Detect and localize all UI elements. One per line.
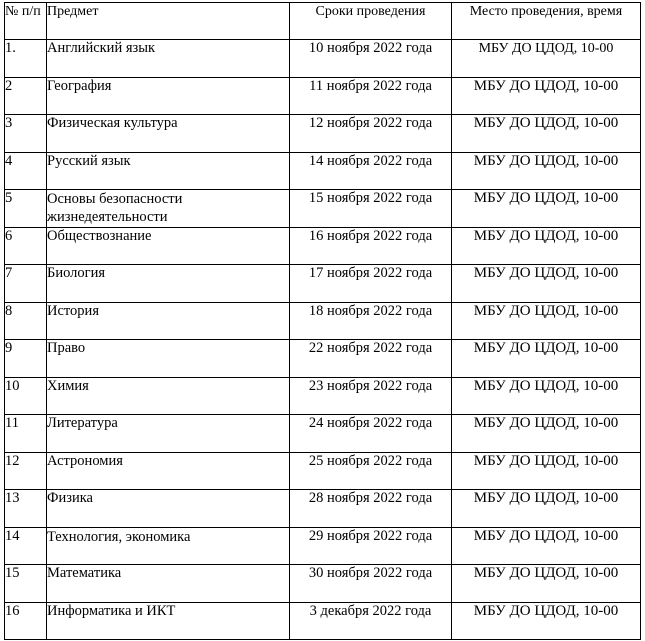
row-subject: Математика bbox=[47, 565, 290, 603]
row-subject: Химия bbox=[47, 377, 290, 415]
row-place: МБУ ДО ЦДОД, 10-00 bbox=[452, 490, 641, 528]
table-row bbox=[5, 377, 641, 415]
row-date: 23 ноября 2022 года bbox=[290, 377, 452, 415]
header-place: Место проведения, время bbox=[452, 3, 641, 40]
row-number: 14 bbox=[5, 527, 47, 565]
row-place: МБУ ДО ЦДОД, 10-00 bbox=[452, 190, 641, 228]
row-date: 18 ноября 2022 года bbox=[290, 302, 452, 340]
row-date: 10 ноября 2022 года bbox=[290, 40, 452, 78]
row-subject: Право bbox=[47, 340, 290, 378]
row-number: 10 bbox=[5, 377, 47, 415]
row-subject: Обществознание bbox=[47, 227, 290, 265]
row-subject: Астрономия bbox=[47, 452, 290, 490]
row-number: 15 bbox=[5, 565, 47, 603]
table-row bbox=[5, 77, 641, 115]
row-date: 11 ноября 2022 года bbox=[290, 77, 452, 115]
row-number: 2 bbox=[5, 77, 47, 115]
table-row bbox=[5, 302, 641, 340]
row-date: 3 декабря 2022 года bbox=[290, 602, 452, 640]
table-row bbox=[5, 152, 641, 190]
row-date: 15 ноября 2022 года bbox=[290, 190, 452, 228]
row-subject: Биология bbox=[47, 265, 290, 303]
header-row bbox=[5, 3, 641, 40]
row-place: МБУ ДО ЦДОД, 10-00 bbox=[452, 340, 641, 378]
row-subject: Технология, экономика bbox=[47, 527, 290, 565]
table-row bbox=[5, 490, 641, 528]
row-place: МБУ ДО ЦДОД, 10-00 bbox=[452, 265, 641, 303]
schedule-table bbox=[4, 2, 641, 640]
row-date: 29 ноября 2022 года bbox=[290, 527, 452, 565]
table-row bbox=[5, 452, 641, 490]
row-number: 6 bbox=[5, 227, 47, 265]
header-num: № п/п bbox=[5, 3, 47, 40]
table-row bbox=[5, 265, 641, 303]
row-date: 28 ноября 2022 года bbox=[290, 490, 452, 528]
row-date: 25 ноября 2022 года bbox=[290, 452, 452, 490]
row-place: МБУ ДО ЦДОД, 10-00 bbox=[452, 602, 641, 640]
table-row bbox=[5, 565, 641, 603]
row-subject: Основы безопасности жизнедеятельности bbox=[47, 190, 290, 228]
row-place: МБУ ДО ЦДОД, 10-00 bbox=[452, 115, 641, 153]
row-number: 12 bbox=[5, 452, 47, 490]
row-subject: Литература bbox=[47, 415, 290, 453]
table-body bbox=[5, 40, 641, 640]
row-place: МБУ ДО ЦДОД, 10-00 bbox=[452, 302, 641, 340]
row-place: МБУ ДО ЦДОД, 10-00 bbox=[452, 565, 641, 603]
row-number: 1. bbox=[5, 40, 47, 78]
row-number: 11 bbox=[5, 415, 47, 453]
row-place: МБУ ДО ЦДОД, 10-00 bbox=[452, 527, 641, 565]
row-subject: Английский язык bbox=[47, 40, 290, 78]
row-date: 22 ноября 2022 года bbox=[290, 340, 452, 378]
row-subject: Физика bbox=[47, 490, 290, 528]
row-place: МБУ ДО ЦДОД, 10-00 bbox=[452, 152, 641, 190]
row-number: 16 bbox=[5, 602, 47, 640]
row-place: МБУ ДО ЦДОД, 10-00 bbox=[452, 227, 641, 265]
table-row bbox=[5, 527, 641, 565]
row-place: МБУ ДО ЦДОД, 10-00 bbox=[452, 77, 641, 115]
row-place: МБУ ДО ЦДОД, 10-00 bbox=[452, 377, 641, 415]
row-place: МБУ ДО ЦДОД, 10-00 bbox=[452, 415, 641, 453]
table-row bbox=[5, 340, 641, 378]
row-number: 4 bbox=[5, 152, 47, 190]
row-subject: География bbox=[47, 77, 290, 115]
row-place: МБУ ДО ЦДОД, 10-00 bbox=[452, 40, 641, 78]
header-date: Сроки проведения bbox=[290, 3, 452, 40]
row-number: 5 bbox=[5, 190, 47, 228]
row-date: 16 ноября 2022 года bbox=[290, 227, 452, 265]
row-date: 12 ноября 2022 года bbox=[290, 115, 452, 153]
table-row bbox=[5, 415, 641, 453]
row-number: 7 bbox=[5, 265, 47, 303]
row-place: МБУ ДО ЦДОД, 10-00 bbox=[452, 452, 641, 490]
row-subject: История bbox=[47, 302, 290, 340]
row-number: 8 bbox=[5, 302, 47, 340]
table-row bbox=[5, 40, 641, 78]
row-subject: Русский язык bbox=[47, 152, 290, 190]
row-date: 17 ноября 2022 года bbox=[290, 265, 452, 303]
row-date: 24 ноября 2022 года bbox=[290, 415, 452, 453]
table-row bbox=[5, 190, 641, 228]
header-subject: Предмет bbox=[47, 3, 290, 40]
row-number: 9 bbox=[5, 340, 47, 378]
table-row bbox=[5, 227, 641, 265]
row-number: 13 bbox=[5, 490, 47, 528]
row-number: 3 bbox=[5, 115, 47, 153]
row-subject: Информатика и ИКТ bbox=[47, 602, 290, 640]
row-date: 30 ноября 2022 года bbox=[290, 565, 452, 603]
row-date: 14 ноября 2022 года bbox=[290, 152, 452, 190]
table-row bbox=[5, 115, 641, 153]
row-subject: Физическая культура bbox=[47, 115, 290, 153]
table-row bbox=[5, 602, 641, 640]
